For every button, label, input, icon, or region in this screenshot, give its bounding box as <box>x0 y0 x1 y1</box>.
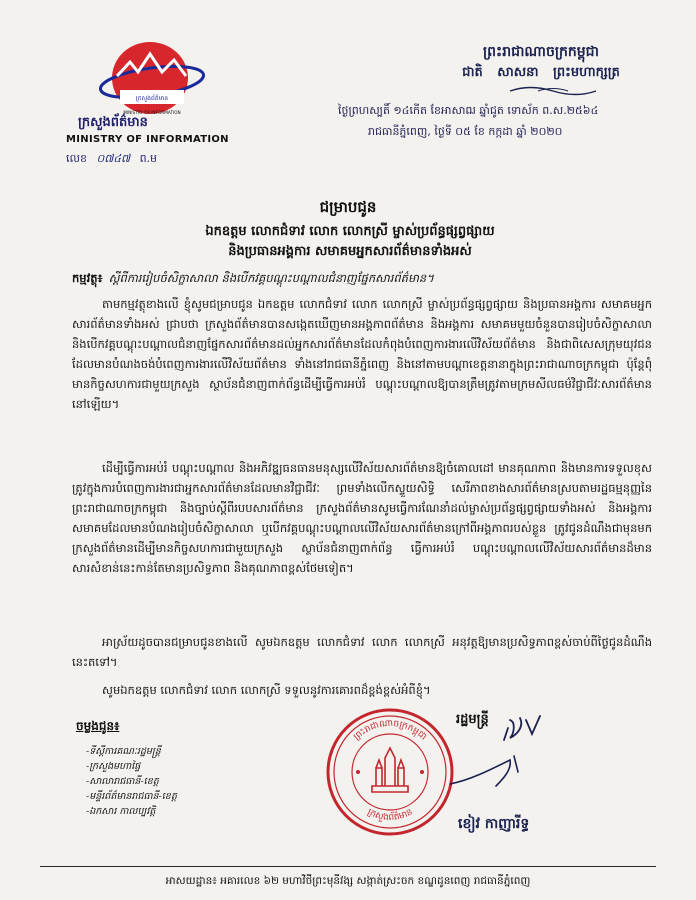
reference-number <box>66 152 157 168</box>
stamp-text-bottom: ក្រសួងព័ត៌មាន <box>365 807 415 824</box>
official-stamp <box>324 706 456 838</box>
solar-date: រាជធានីភ្នំពេញ, ថ្ងៃទី ០៥ ខែ កក្កដា ឆ្នាំ ២០២០ <box>368 125 563 138</box>
handwritten-signature <box>440 700 590 800</box>
body-paragraph-3: អាស្រ័យដូចបានជម្រាបជូនខាងលើ សូមឯកឧត្តម លោកជំទាវ លោក លោកស្រី អនុវត្តឱ្យមានប្រសិទ្ធភាពខ្ពស់ចាប់ពីថ្ងៃជូនដំណឹងនេះតទៅ។ <box>72 635 652 669</box>
ref-suffix: ព.ម <box>139 152 158 165</box>
ornament-divider <box>508 84 598 98</box>
list-item: -សាលារាជធានី-ខេត្ត <box>86 776 159 787</box>
list-item: -ឯកសារ កាលប្បវត្តិ <box>86 806 156 817</box>
ministry-name-kh: ក្រសួងព័ត៌មាន <box>78 115 148 130</box>
logo-text-kh: ក្រសួងព័ត៌មាន <box>135 95 169 102</box>
copy-to-list <box>86 744 177 819</box>
kingdom-motto: ជាតិ សាសនា ព្រះមហាក្សត្រ <box>462 65 620 80</box>
addressee <box>110 222 590 262</box>
list-item: -ក្រសួងមហាផ្ទៃ <box>86 761 141 772</box>
addressee-line-1: ឯកឧត្តម លោកជំទាវ លោក លោកស្រី ម្ចាស់ប្រព័ន្ធផ្សព្វផ្សាយ <box>205 224 495 239</box>
signatory-name: ខៀវ កាញារីទ្ធ <box>458 816 530 832</box>
temple-emblem-icon <box>372 748 408 792</box>
list-item: -មន្ទីរព័ត៌មានរាជធានី-ខេត្ត <box>86 791 177 802</box>
ref-label: លេខ <box>66 152 87 165</box>
subject-text: ស្តីពីការរៀបចំសិក្ខាសាលា និងបើកវគ្គបណ្តុះបណ្តាលជំនាញផ្នែកសារព័ត៌មាន។ <box>108 271 434 285</box>
subject-line <box>72 271 652 288</box>
addressee-line-2: និងប្រធានអង្គការ សមាគមអ្នកសារព័ត៌មានទាំងអស់ <box>228 244 472 259</box>
signatory-title: រដ្ឋមន្ត្រី <box>456 712 489 727</box>
lunar-date: ថ្ងៃព្រហស្បតិ៍ ១៤កើត ខែអាសាឍ ឆ្នាំជូត ទោស័ក ព.ស.២៥៦៤ <box>338 104 599 117</box>
ministry-name-en: MINISTRY OF INFORMATION <box>66 134 229 145</box>
kingdom-title: ព្រះរាជាណាចក្រកម្ពុជា <box>482 44 599 60</box>
closing-paragraph: សូមឯកឧត្តម លោកជំទាវ លោក លោកស្រី ទទួលនូវការគោរពដ៏ខ្ពង់ខ្ពស់អំពីខ្ញុំ។ <box>102 683 431 697</box>
list-item: -ទីស្តីការគណៈរដ្ឋមន្ត្រី <box>86 746 161 757</box>
subject-label: កម្មវត្ថុ៖ <box>72 271 103 285</box>
body-paragraph-2: ដើម្បីធ្វើការអប់រំ បណ្តុះបណ្តាល និងអភិវឌ្ឍធនធានមនុស្សលើវិស័យសារព័ត៌មានឱ្យចំគោលដៅ មានគុណភាព និងមានការទទួលខុសត្រូវក្នុងការបំពេញការងារជាអ្នកសារព័ត៌មានដែលមានវិជ្ជាជីវៈ ព្រមទាំងលើកស្ទួយសិទ្ធិ សេរីភាពខាងសារព័ត៌មានស្របតាមរដ្ឋធម្មនុញ្ញនៃព្រះរាជាណាចក្រកម្ពុជា និងច្បាប់ស្តីពីរបបសារព័ត៌មាន ក្រសួងព័ត៌មានសូមធ្វើការណែនាំដល់ម្ចាស់ប្រព័ន្ធផ្សព្វផ្សាយទាំងអស់ និងអង្គការ សមាគមដែលមានបំណងរៀបចំសិក្ខាសាលា ឬបើកវគ្គបណ្តុះបណ្តាលលើវិស័យសារព័ត៌មានក្រៅពីអង្គភាពរបស់ខ្លួន ត្រូវជូនដំណឹងជាមុនមកក្រសួងព័ត៌មានដើម្បីមានកិច្ចសហការជាមួយក្រសួង ស្ថាប័នជំនាញពាក់ព័ន្ធ ធ្វើការអប់រំ បណ្តុះបណ្តាលលើវិស័យសារព័ត៌មានដ៏មានសារសំខាន់នេះកាន់តែមានប្រសិទ្ធភាព និងគុណភាពខ្ពស់ថែមទៀត។ <box>72 461 652 575</box>
stamp-text-top: ព្រះរាជាណាចក្រកម្ពុជា <box>351 718 429 743</box>
body-paragraph-1: តាមកម្មវត្ថុខាងលើ ខ្ញុំសូមជម្រាបជូន ឯកឧត្តម លោកជំទាវ លោក លោកស្រី ម្ចាស់ប្រព័ន្ធផ្សព្វផ្សាយ និងប្រធានអង្គការ សមាគមអ្នកសារព័ត៌មានទាំងអស់ ជ្រាបថា ក្រសួងព័ត៌មានបានសង្កេតឃើញមានអង្គភាពព័ត៌មាន និងអង្គការ សមាគមមួយចំនួនបានរៀបចំសិក្ខាសាលា និងបើកវគ្គបណ្តុះបណ្តាលជំនាញផ្នែកសារព័ត៌មានដល់អ្នកសារព័ត៌មានដែលកំពុងបំពេញការងារលើវិស័យព័ត៌មាន និងជាពិសេសក្រុមយុវជនដែលមានបំណងចង់បំពេញការងារលើវិស័យព័ត៌មាន ទាំងនៅរាជធានីភ្នំពេញ និងនៅតាមបណ្តាខេត្តនានាក្នុងព្រះរាជាណាចក្រកម្ពុជា ប៉ុន្តែពុំមានកិច្ចសហការជាមួយក្រសួង ស្ថាប័នជំនាញពាក់ព័ន្ធដើម្បីធ្វើការអប់រំ បណ្តុះបណ្តាលឱ្យបានត្រឹមត្រូវតាមក្រមសីលធម៌វិជ្ជាជីវៈសារព័ត៌មាននៅឡើយ។ <box>72 297 652 411</box>
footer-address: អាសយដ្ឋាន៖ អគារលេខ ៦២ មហាវិថីព្រះមុនីវង្ស សង្កាត់ស្រះចក ខណ្ឌដូនពេញ រាជធានីភ្នំពេញ <box>165 875 531 887</box>
logo-text-en: MINISTRY OF INFORMATION <box>123 110 181 115</box>
ref-number: ០៧៤៧ <box>96 152 131 165</box>
footer-divider <box>40 866 656 867</box>
copy-to-title: ចម្លងជូន៖ <box>76 719 120 733</box>
document-title: ជម្រាបជូន <box>319 198 377 216</box>
